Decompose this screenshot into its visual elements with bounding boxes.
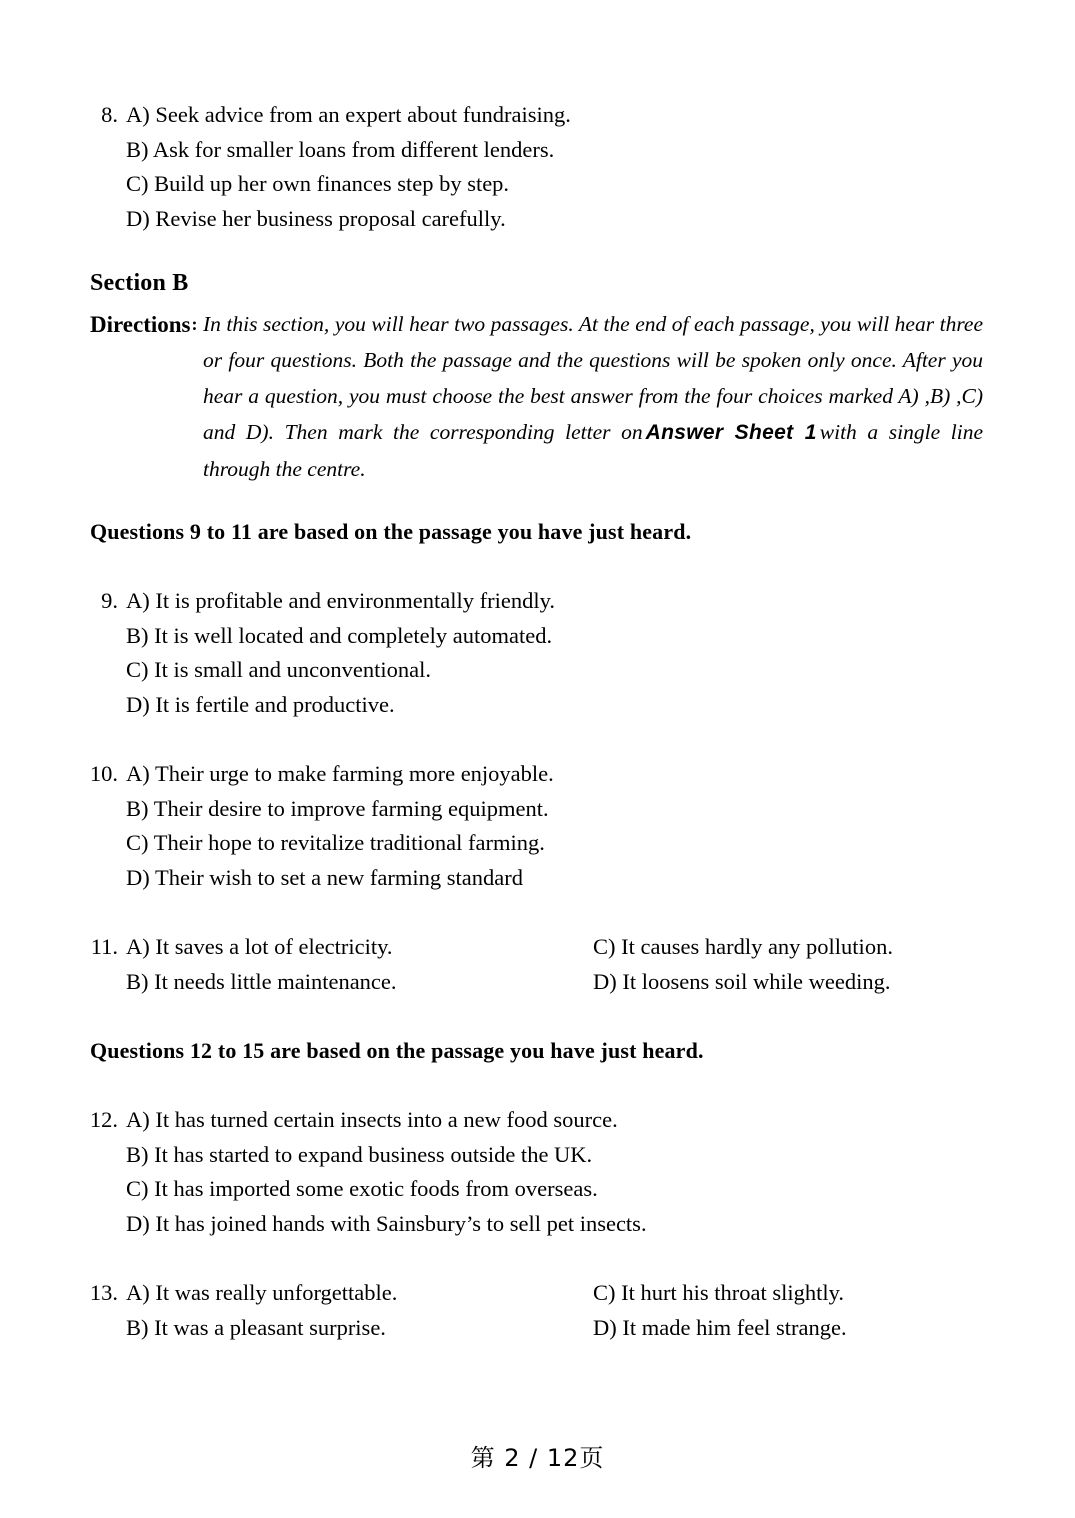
question-13-row-2 — [88, 1311, 988, 1346]
question-12-option-b-row — [88, 1138, 988, 1173]
question-10-option-c-row — [88, 826, 988, 861]
directions-body — [90, 306, 983, 487]
question-8-option-a[interactable]: A) Seek advice from an expert about fundraising. — [126, 102, 571, 127]
question-9-option-a-row — [88, 584, 988, 619]
question-10-block — [88, 757, 988, 895]
questions-9-to-11-heading: Questions 9 to 11 are based on the passage you have just heard. — [90, 519, 692, 544]
question-8-option-b[interactable]: B) Ask for smaller loans from different lenders. — [126, 136, 555, 162]
question-11-option-c[interactable]: C) It causes hardly any pollution. — [593, 934, 893, 959]
question-10-option-a-row — [88, 757, 988, 792]
question-8-option-a-row — [88, 98, 988, 133]
question-11-option-a[interactable]: A) It saves a lot of electricity. — [126, 934, 393, 959]
question-8-number: 8. — [101, 102, 118, 127]
question-8-option-c-row — [88, 167, 988, 202]
directions-text-part1: In this section, you will hear two passages. At the end of each passage, you will hear three or four questions. Both the passage and the questions will be spoken only once. After you hear a question, you must choose the best answer from the four choices marked A) ,B) ,C) and D). Then mark the corresponding letter on — [203, 312, 983, 444]
question-10-option-d[interactable]: D) Their wish to set a new farming standard — [126, 864, 523, 890]
question-12-option-a[interactable]: A) It has turned certain insects into a new food source. — [126, 1107, 618, 1132]
question-9-block — [88, 584, 988, 722]
directions-block — [90, 306, 983, 487]
question-9-option-d-row — [88, 688, 988, 723]
question-12-option-d[interactable]: D) It has joined hands with Sainsbury’s to sell pet insects. — [126, 1210, 647, 1236]
question-12-option-c[interactable]: C) It has imported some exotic foods from overseas. — [126, 1176, 598, 1201]
question-9-option-c[interactable]: C) It is small and unconventional. — [126, 657, 431, 682]
question-10-option-a[interactable]: A) Their urge to make farming more enjoyable. — [126, 761, 554, 786]
directions-label-text: Directions — [90, 312, 191, 337]
directions-text-part2: with a single line through the centre. — [203, 420, 984, 481]
question-13-option-b[interactable]: B) It was a pleasant surprise. — [126, 1314, 386, 1340]
directions-label — [90, 306, 198, 343]
question-13-option-c[interactable]: C) It hurt his throat slightly. — [593, 1280, 845, 1305]
question-9-option-a[interactable]: A) It is profitable and environmentally friendly. — [126, 588, 556, 613]
question-8-option-b-row — [88, 133, 988, 168]
question-11-row-1 — [88, 930, 988, 965]
question-8-option-d-row — [88, 202, 988, 237]
question-12-option-b[interactable]: B) It has started to expand business outside the UK. — [126, 1141, 593, 1167]
question-11-row-2 — [88, 965, 988, 1000]
questions-12-to-15-heading: Questions 12 to 15 are based on the passage you have just heard. — [90, 1038, 704, 1063]
question-8-option-c[interactable]: C) Build up her own finances step by step. — [126, 171, 510, 196]
page-footer: 第 2 / 12页 — [470, 1444, 605, 1472]
question-12-block — [88, 1103, 988, 1241]
question-9-option-b-row — [88, 619, 988, 654]
question-11-option-b[interactable]: B) It needs little maintenance. — [126, 968, 397, 994]
question-11-option-d[interactable]: D) It loosens soil while weeding. — [593, 968, 891, 994]
question-9-number: 9. — [101, 588, 118, 613]
directions-colon: : — [191, 314, 198, 334]
question-12-option-a-row — [88, 1103, 988, 1138]
question-11-number: 11. — [90, 934, 118, 959]
question-8-block — [88, 98, 988, 236]
question-10-option-c[interactable]: C) Their hope to revitalize traditional farming. — [126, 830, 545, 855]
question-12-option-c-row — [88, 1172, 988, 1207]
section-b-heading: Section B — [90, 270, 189, 296]
question-12-number: 12. — [89, 1107, 118, 1132]
answer-sheet-emphasis: Answer Sheet 1 — [645, 421, 817, 444]
question-13-block — [88, 1276, 988, 1345]
question-9-option-b[interactable]: B) It is well located and completely automated. — [126, 622, 553, 648]
question-13-option-a[interactable]: A) It was really unforgettable. — [126, 1280, 398, 1305]
question-12-option-d-row — [88, 1207, 988, 1242]
question-9-option-c-row — [88, 653, 988, 688]
question-10-option-b[interactable]: B) Their desire to improve farming equipment. — [126, 795, 549, 821]
question-10-number: 10. — [89, 761, 118, 786]
question-11-block — [88, 930, 988, 999]
question-13-row-1 — [88, 1276, 988, 1311]
question-13-option-d[interactable]: D) It made him feel strange. — [593, 1314, 847, 1340]
question-10-option-d-row — [88, 861, 988, 896]
question-9-option-d[interactable]: D) It is fertile and productive. — [126, 691, 395, 717]
question-10-option-b-row — [88, 792, 988, 827]
question-8-option-d[interactable]: D) Revise her business proposal carefully. — [126, 205, 506, 231]
question-13-number: 13. — [89, 1280, 118, 1305]
